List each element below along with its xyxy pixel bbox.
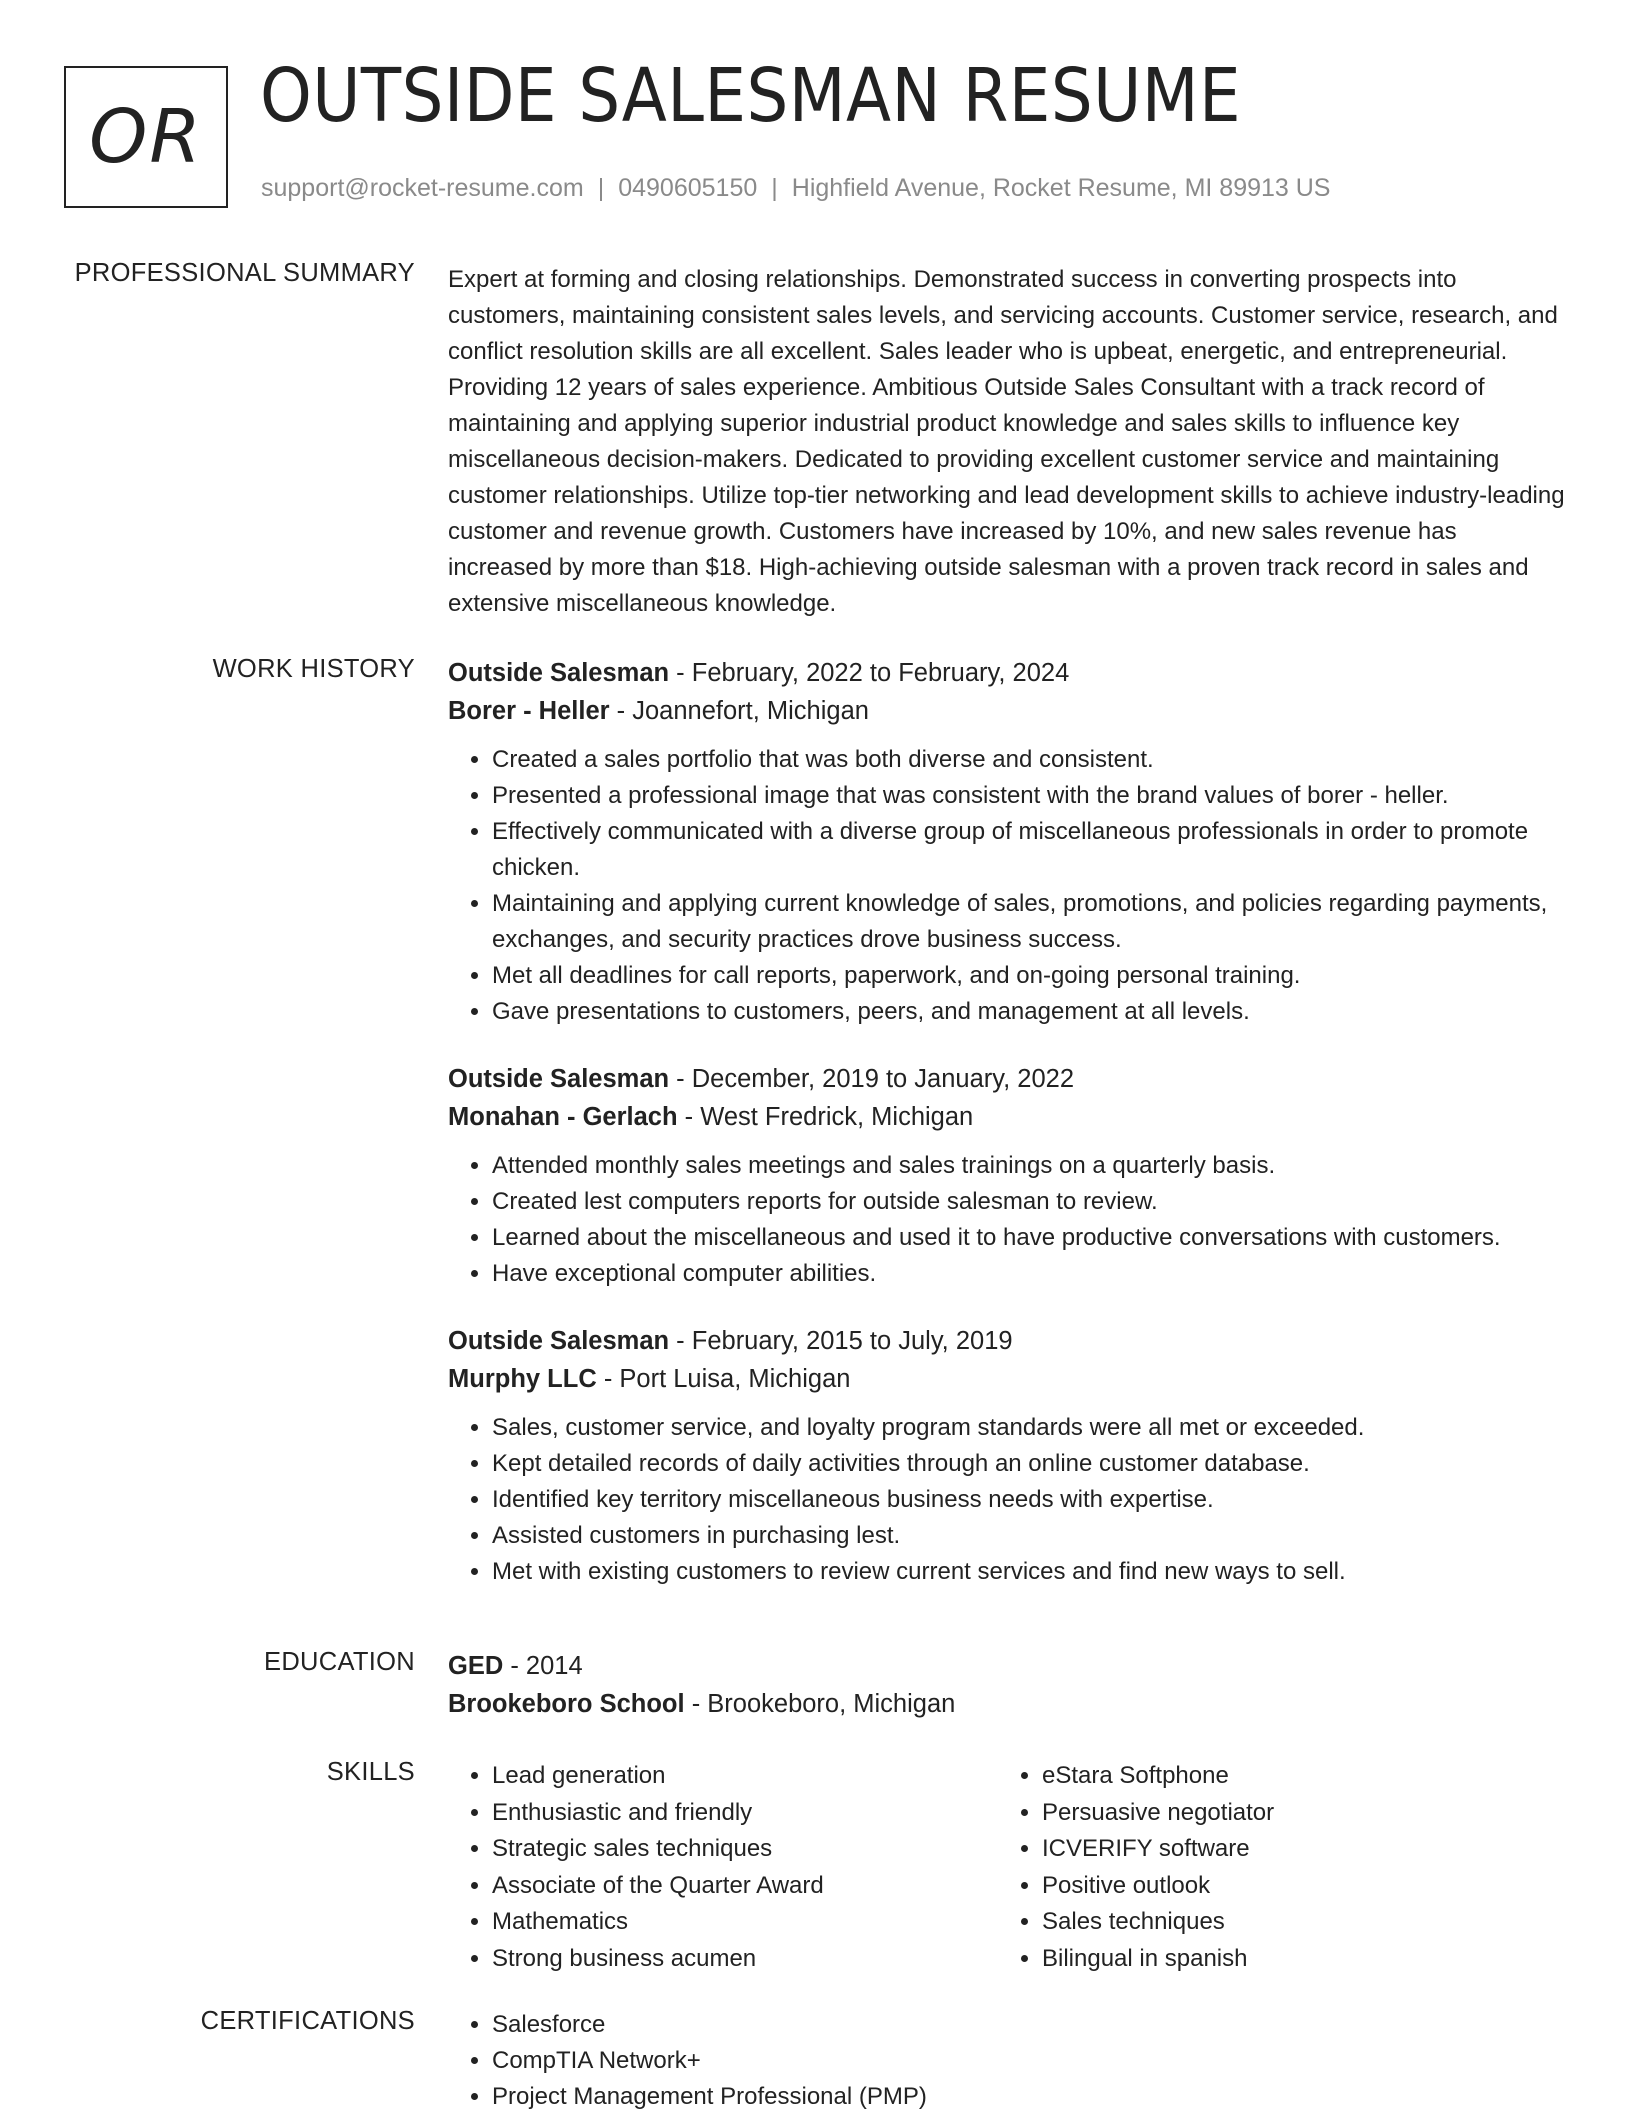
job-bullet: • Have exceptional computer abilities. (492, 1256, 1566, 1292)
skill-item: • Positive outlook (1042, 1868, 1548, 1905)
job-entry (448, 654, 1566, 1030)
job-bullet: • Attended monthly sales meetings and sales trainings on a quarterly basis. (492, 1148, 1566, 1184)
job-dates: - February, 2022 to February, 2024 (669, 659, 1070, 687)
skill-item: • Bilingual in spanish (1042, 1941, 1548, 1978)
section-label-summary: PROFESSIONAL SUMMARY (74, 259, 415, 287)
job-location: - West Fredrick, Michigan (677, 1103, 974, 1131)
education-degree-line (448, 1647, 1566, 1685)
job-bullet: • Met with existing customers to review current services and find new ways to sell. (492, 1554, 1566, 1590)
job-bullet: • Created a sales portfolio that was both diverse and consistent. (492, 742, 1566, 778)
skill-item: • Lead generation (492, 1758, 998, 1795)
job-company: Monahan - Gerlach (448, 1103, 678, 1131)
job-bullet: • Kept detailed records of daily activities through an online customer database. (492, 1446, 1566, 1482)
job-title: Outside Salesman (448, 1327, 670, 1355)
contact-email[interactable]: support@rocket-resume.com (261, 174, 584, 202)
skill-item: • Persuasive negotiator (1042, 1795, 1548, 1832)
certification-item: • CompTIA Network+ (492, 2043, 1566, 2079)
job-bullet: • Identified key territory miscellaneous business needs with expertise. (492, 1482, 1566, 1518)
job-company: Murphy LLC (448, 1365, 597, 1393)
skills-columns (448, 1758, 1566, 1977)
job-location: - Joannefort, Michigan (609, 697, 869, 725)
skill-item: • eStara Softphone (1042, 1758, 1548, 1795)
job-bullet: • Effectively communicated with a diverse group of miscellaneous professionals in order to promote chicken. (492, 814, 1566, 886)
resume-title: OUTSIDE SALESMAN RESUME (260, 53, 1242, 139)
certification-item: • Salesforce (492, 2007, 1566, 2043)
job-bullet: • Maintaining and applying current knowledge of sales, promotions, and policies regarding payments, exchanges, and security practices drove business success. (492, 886, 1566, 958)
job-bullet: • Met all deadlines for call reports, paperwork, and on-going personal training. (492, 958, 1566, 994)
certification-item: • Project Management Professional (PMP) (492, 2079, 1566, 2115)
job-bullets (448, 1148, 1566, 1292)
contact-phone[interactable]: 0490605150 (618, 174, 758, 202)
job-company-line (448, 1098, 1566, 1136)
job-bullets (448, 742, 1566, 1030)
section-label-education: EDUCATION (264, 1648, 415, 1676)
skill-item: • Mathematics (492, 1904, 998, 1941)
job-bullet: • Sales, customer service, and loyalty program standards were all met or exceeded. (492, 1410, 1566, 1446)
job-bullet: • Assisted customers in purchasing lest. (492, 1518, 1566, 1554)
skill-item: • ICVERIFY software (1042, 1831, 1548, 1868)
job-title: Outside Salesman (448, 659, 670, 687)
certifications-list (448, 2007, 1566, 2115)
contact-separator: | (597, 174, 605, 202)
job-dates: - December, 2019 to January, 2022 (669, 1065, 1075, 1093)
contact-address: Highfield Avenue, Rocket Resume, MI 89913 US (791, 174, 1331, 202)
monogram-initials: OR (89, 94, 203, 180)
section-label-certifications: CERTIFICATIONS (200, 2007, 415, 2035)
skill-item: • Associate of the Quarter Award (492, 1868, 998, 1905)
job-entry (448, 1322, 1566, 1590)
job-location: - Port Luisa, Michigan (596, 1365, 851, 1393)
skill-item: • Sales techniques (1042, 1904, 1548, 1941)
job-company-line (448, 1360, 1566, 1398)
job-bullets (448, 1410, 1566, 1590)
job-title: Outside Salesman (448, 1065, 670, 1093)
job-title-line (448, 1322, 1566, 1360)
section-label-work-history: WORK HISTORY (212, 655, 415, 683)
skill-item: • Enthusiastic and friendly (492, 1795, 998, 1832)
skills-list-left (448, 1758, 998, 1977)
education-school-line (448, 1685, 1566, 1723)
job-bullet: • Gave presentations to customers, peers, and management at all levels. (492, 994, 1566, 1030)
job-title-line (448, 1060, 1566, 1098)
education-degree: GED (448, 1652, 504, 1680)
job-entry (448, 1060, 1566, 1292)
education-location: - Brookeboro, Michigan (684, 1690, 956, 1718)
job-bullet: • Presented a professional image that was consistent with the brand values of borer - heller. (492, 778, 1566, 814)
monogram-badge (64, 66, 228, 208)
job-bullet: • Created lest computers reports for outside salesman to review. (492, 1184, 1566, 1220)
job-company-line (448, 692, 1566, 730)
job-company: Borer - Heller (448, 697, 610, 725)
work-history-list (448, 654, 1566, 1620)
job-bullet: • Learned about the miscellaneous and used it to have productive conversations with customers. (492, 1220, 1566, 1256)
skill-item: • Strategic sales techniques (492, 1831, 998, 1868)
contact-separator: | (771, 174, 778, 202)
summary-text: Expert at forming and closing relationships. Demonstrated success in converting prospects into customers, maintaining consistent sales levels, and servicing accounts. Customer service, research, and conflict resolution skills are all excellent. Sales leader who is upbeat, energetic, and entrepreneurial. Providing 12 years of sales experience. Ambitious Outside Sales Consultant with a track record of maintaining and applying superior industrial product knowledge and sales skills to influence key miscellaneous decision-makers. Dedicated to providing excellent customer service and maintaining customer relationships. Utilize top-tier networking and lead development skills to achieve industry-leading customer and revenue growth. Customers have increased by 10%, and new sales revenue has increased by more than $18. High-achieving outside salesman with a proven track record in sales and extensive miscellaneous knowledge. (448, 266, 1565, 617)
contact-line (261, 174, 1331, 203)
skill-item: • Strong business acumen (492, 1941, 998, 1978)
education-year: - 2014 (503, 1652, 583, 1680)
job-title-line (448, 654, 1566, 692)
education-school: Brookeboro School (448, 1690, 685, 1718)
skills-list-right (998, 1758, 1548, 1977)
section-label-skills: SKILLS (326, 1758, 415, 1786)
job-dates: - February, 2015 to July, 2019 (669, 1327, 1013, 1355)
